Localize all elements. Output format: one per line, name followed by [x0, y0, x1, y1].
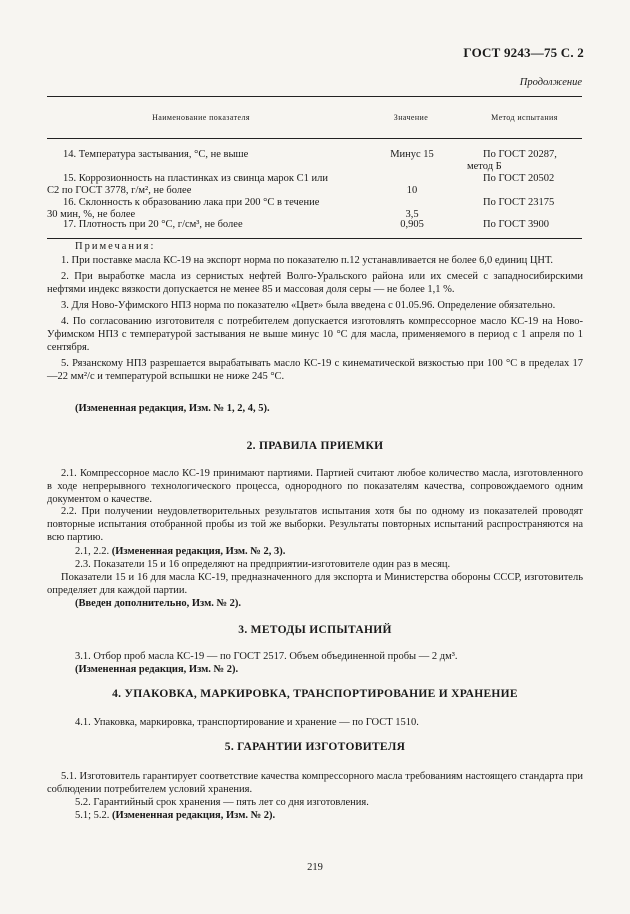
amendment-note: (Измененная редакция, Изм. № 1, 2, 4, 5). [75, 403, 270, 414]
row-value: 0,905 [400, 219, 424, 230]
doc-reference: ГОСТ 9243—75 С. 2 [463, 45, 584, 60]
note-item: 1. При поставке масла КС-19 на экспорт норма по показателю п.12 устанавливается не более 6,0 единиц ЦНТ. [61, 255, 553, 266]
amendment-note: (Измененная редакция, Изм. № 2). [112, 810, 276, 821]
row-name: 17. Плотность при 20 °С, г/см³, не более [63, 219, 243, 230]
continuation-label: Продолжение [519, 77, 582, 88]
notes-title: Примечания: [75, 241, 156, 252]
row-name [47, 197, 347, 221]
paragraph: 2.3. Показатели 15 и 16 определяют на предприятии-изготовителе один раз в месяц. [75, 559, 451, 570]
table-header [47, 97, 582, 138]
paragraph: 5.1. Изготовитель гарантирует соответствие качества компрессорного масла требованиям настоящего стандарта при соблюдении потребителем условий хранения. [47, 771, 583, 796]
amendment-note: (Введен дополнительно, Изм. № 2). [75, 598, 242, 609]
row-name-line: 30 мин, %, не более [47, 209, 136, 220]
paragraph: 5.2. Гарантийный срок хранения — пять лет со дня изготовления. [75, 797, 369, 808]
row-name-line: 16. Склонность к образованию лака при 200 °С в течение [63, 197, 320, 208]
indicators-table [47, 96, 582, 239]
row-method [467, 149, 583, 173]
row-name-line: С2 по ГОСТ 3778, г/м², не более [47, 185, 192, 196]
row-method-line: метод Б [467, 161, 502, 172]
note-item: 5. Рязанскому НПЗ разрешается вырабатывать масло КС-19 с кинематической вязкостью при 100 °С в пределах 17—22 мм²/с и температурой вспышки не ниже 245 °С. [47, 358, 583, 382]
amendment-note: (Измененная редакция, Изм. № 2, 3). [111, 546, 286, 557]
row-value: Минус 15 [390, 149, 434, 160]
paragraph: 3.1. Отбор проб масла КС-19 — по ГОСТ 2517. Объем объединенной пробы — 2 дм³. [75, 651, 458, 662]
paragraph: Показатели 15 и 16 для масла КС-19, предназначенного для экспорта и Министерства обороны СССР, изготовитель определяет для каждой партии. [47, 572, 583, 597]
note-item: 3. Для Ново-Уфимского НПЗ норма по показателю «Цвет» была введена с 01.05.96. Определение обязательно. [61, 300, 556, 311]
row-method-line: По ГОСТ 20287, [483, 149, 557, 160]
row-name [47, 173, 347, 197]
amendment-note: (Измененная редакция, Изм. № 2). [75, 664, 239, 675]
page-number: 219 [307, 862, 323, 873]
row-value: 10 [406, 185, 418, 196]
section-title: 3. МЕТОДЫ ИСПЫТАНИЙ [238, 624, 392, 636]
paragraph [75, 545, 285, 558]
note-item: 2. При выработке масла из сернистых нефтей Волго-Уральского района или их смесей с западносибирскими нефтями индекс вязкости допускается не менее 85 и массовая доля серы — не более 1,1 %. [47, 271, 583, 295]
section-title: 2. ПРАВИЛА ПРИЕМКИ [246, 440, 384, 452]
col-header-name: Наименование показателя [152, 113, 250, 122]
paragraph: 4.1. Упаковка, маркировка, транспортирование и хранение — по ГОСТ 1510. [75, 717, 419, 728]
note-item: 4. По согласованию изготовителя с потребителем допускается изготовлять компрессорное масло КС-19 на Ново-Уфимском НПЗ с температурой застывания не выше минус 10 °С для масла, применяемого в период с 1 апреля по 1 сентября. [47, 316, 583, 353]
row-value: 3,5 [405, 209, 419, 220]
row-method: По ГОСТ 23175 [483, 197, 555, 208]
notes-block [47, 240, 583, 383]
row-method: По ГОСТ 20502 [483, 173, 555, 184]
section-title: 5. ГАРАНТИИ ИЗГОТОВИТЕЛЯ [224, 741, 406, 753]
paragraph: 2.2. При получении неудовлетворительных результатов испытания хотя бы по одному из показателей проводят повторные испытания отобранной пробы из той же выборки. Результаты повторных испытаний распространяются на всю партию. [47, 506, 583, 544]
section-title: 4. УПАКОВКА, МАРКИРОВКА, ТРАНСПОРТИРОВАНИЕ И ХРАНЕНИЕ [112, 688, 518, 700]
row-method: По ГОСТ 3900 [483, 219, 550, 230]
col-header-value: Значение [393, 113, 429, 122]
paragraph-ref: 5.1; 5.2. [75, 810, 110, 821]
row-name: 14. Температура застывания, °С, не выше [63, 149, 249, 160]
paragraph [75, 809, 275, 822]
paragraph-ref: 2.1, 2.2. [75, 546, 110, 557]
row-name-line: 15. Коррозионность на пластинках из свинца марок С1 или [63, 173, 329, 184]
paragraph: 2.1. Компрессорное масло КС-19 принимают партиями. Партией считают любое количество масла, изготовленного в ходе непрерывного технологического процесса, однородного по показателям качества, сопровождаемого одним документом о качестве. [47, 468, 583, 506]
col-header-method: Метод испытания [491, 113, 558, 122]
